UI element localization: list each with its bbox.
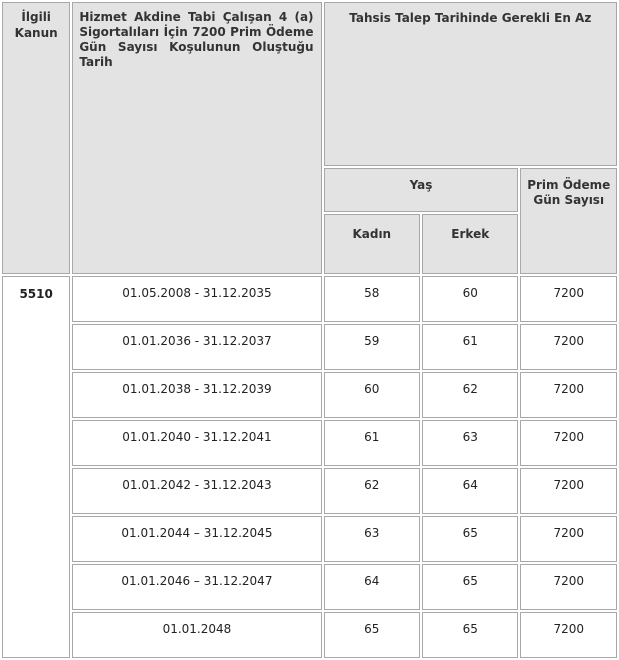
prim-cell: 7200 xyxy=(520,564,617,610)
table-row xyxy=(2,516,617,562)
header-prim-line1: Prim Ödeme xyxy=(527,178,611,192)
header-yas: Yaş xyxy=(324,168,519,212)
header-prim-odeme xyxy=(520,168,617,274)
erkek-cell: 63 xyxy=(422,420,518,466)
tarih-cell: 01.01.2046 – 31.12.2047 xyxy=(72,564,321,610)
table-row xyxy=(2,372,617,418)
header-ilgili-kanun-line2: Kanun xyxy=(14,26,58,40)
header-hizmet-tarih: Hizmet Akdine Tabi Çalışan 4 (a) Sigortalıları İçin 7200 Prim Ödeme Gün Sayısı Koşulunun Oluştuğu Tarih xyxy=(72,2,321,274)
erkek-cell: 61 xyxy=(422,324,518,370)
header-tahsis-talep: Tahsis Talep Tarihinde Gerekli En Az xyxy=(324,2,617,166)
kadin-cell: 65 xyxy=(324,612,420,658)
header-prim-line2: Gün Sayısı xyxy=(533,193,605,207)
prim-cell: 7200 xyxy=(520,420,617,466)
header-kadin: Kadın xyxy=(324,214,420,274)
erkek-cell: 65 xyxy=(422,612,518,658)
kadin-cell: 60 xyxy=(324,372,420,418)
prim-cell: 7200 xyxy=(520,612,617,658)
erkek-cell: 65 xyxy=(422,564,518,610)
prim-cell: 7200 xyxy=(520,324,617,370)
erkek-cell: 64 xyxy=(422,468,518,514)
prim-cell: 7200 xyxy=(520,468,617,514)
tarih-cell: 01.01.2048 xyxy=(72,612,321,658)
tarih-cell: 01.01.2042 - 31.12.2043 xyxy=(72,468,321,514)
prim-cell: 7200 xyxy=(520,516,617,562)
kanun-cell: 5510 xyxy=(2,276,70,658)
kadin-cell: 64 xyxy=(324,564,420,610)
table-row xyxy=(2,276,617,322)
table-row xyxy=(2,420,617,466)
header-ilgili-kanun xyxy=(2,2,70,274)
kadin-cell: 63 xyxy=(324,516,420,562)
table-row xyxy=(2,324,617,370)
kadin-cell: 62 xyxy=(324,468,420,514)
table-row xyxy=(2,564,617,610)
prim-cell: 7200 xyxy=(520,276,617,322)
table-row xyxy=(2,468,617,514)
header-ilgili-kanun-line1: İlgili xyxy=(21,10,51,24)
tarih-cell: 01.01.2040 - 31.12.2041 xyxy=(72,420,321,466)
tarih-cell: 01.01.2044 – 31.12.2045 xyxy=(72,516,321,562)
kadin-cell: 59 xyxy=(324,324,420,370)
erkek-cell: 62 xyxy=(422,372,518,418)
tarih-cell: 01.05.2008 - 31.12.2035 xyxy=(72,276,321,322)
tarih-cell: 01.01.2036 - 31.12.2037 xyxy=(72,324,321,370)
tarih-cell: 01.01.2038 - 31.12.2039 xyxy=(72,372,321,418)
header-erkek: Erkek xyxy=(422,214,518,274)
erkek-cell: 60 xyxy=(422,276,518,322)
table-row xyxy=(2,612,617,658)
prim-cell: 7200 xyxy=(520,372,617,418)
erkek-cell: 65 xyxy=(422,516,518,562)
kadin-cell: 61 xyxy=(324,420,420,466)
kadin-cell: 58 xyxy=(324,276,420,322)
table-body xyxy=(2,276,617,658)
